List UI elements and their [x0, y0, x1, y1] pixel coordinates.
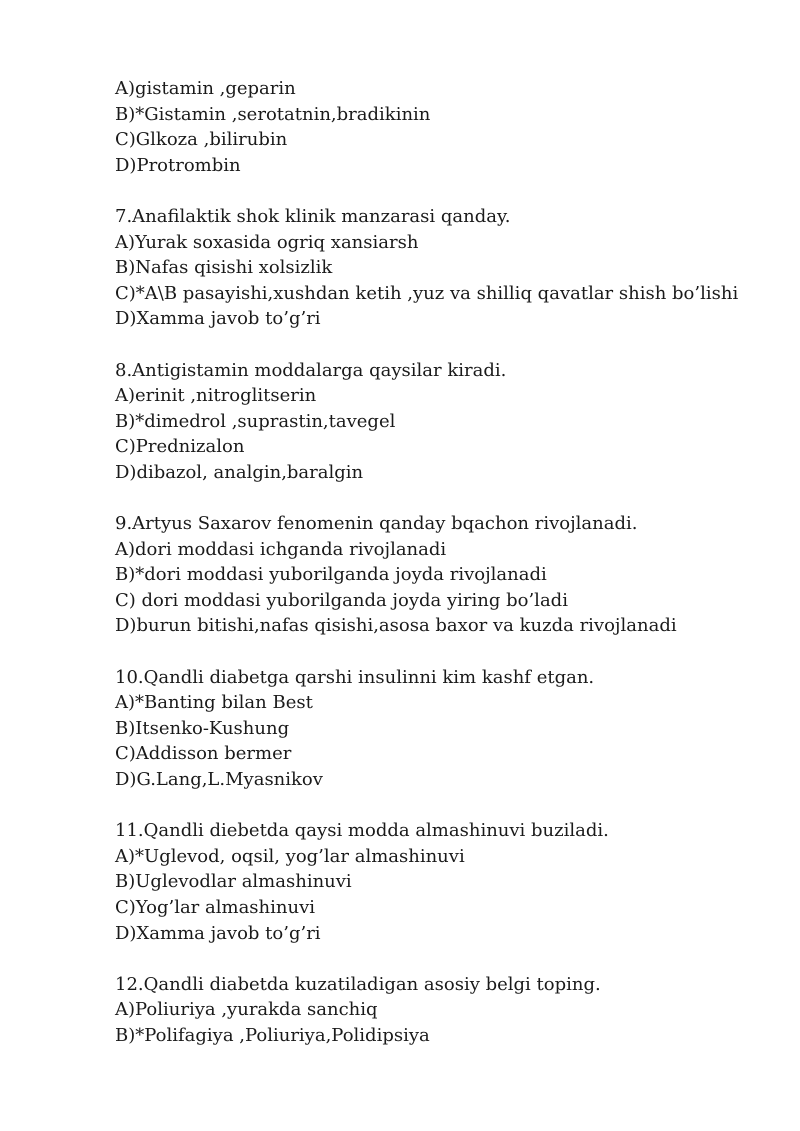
option-a: A)gistamin ,geparin [115, 78, 296, 99]
option-d: D)G.Lang,L.Myasnikov [115, 769, 323, 791]
question-block-6-tail [115, 76, 775, 178]
option-d: D)dibazol, analgin,baralgin [115, 461, 364, 483]
option-a: A)*Banting bilan Best [115, 692, 313, 714]
option-c: C) dori moddasi yuborilganda joyda yiring bo’ladi [115, 589, 568, 611]
option-b: B)*dori moddasi yuborilganda joyda rivojlanadi [115, 564, 547, 586]
question-text: 12.Qandli diabetda kuzatiladigan asosiy belgi toping. [115, 973, 601, 995]
question-text: 7.Anafilaktik shok klinik manzarasi qanday. [115, 205, 511, 227]
option-d: D)Xamma javob to’g’ri [115, 922, 321, 944]
option-c: C)Glkoza ,bilirubin [115, 129, 288, 151]
question-block-8 [115, 358, 775, 486]
option-a: A)Yurak soxasida ogriq xansiarsh [115, 231, 419, 253]
question-block-10 [115, 665, 775, 793]
option-c: C)Addisson bermer [115, 743, 292, 765]
option-b: B)Itsenko-Kushung [115, 717, 290, 739]
question-block-11 [115, 818, 775, 946]
question-text: 11.Qandli diebetda qaysi modda almashinuvi buziladi. [115, 820, 609, 842]
option-b: B)*Polifagiya ,Poliuriya,Polidipsiya [115, 1024, 430, 1046]
option-c: C)*A\B pasayishi,xushdan ketih ,yuz va shilliq qavatlar shish bo’lishi [115, 282, 739, 304]
question-text: 8.Antigistamin moddalarga qaysilar kiradi. [115, 359, 507, 381]
question-block-9 [115, 511, 775, 639]
option-a: A)*Uglevod, oqsil, yog’lar almashinuvi [115, 845, 465, 867]
option-a: A)erinit ,nitroglitserin [115, 385, 317, 407]
option-d: D)Protrombin [115, 154, 241, 176]
option-b: B)*dimedrol ,suprastin,tavegel [115, 410, 396, 432]
option-c: C)Prednizalon [115, 436, 245, 458]
question-text: 10.Qandli diabetga qarshi insulinni kim kashf etgan. [115, 666, 595, 688]
option-d: D)burun bitishi,nafas qisishi,asosa baxor va kuzda rivojlanadi [115, 615, 677, 637]
question-block-12 [115, 972, 775, 1049]
option-a: A)Poliuriya ,yurakda sanchiq [115, 999, 378, 1021]
option-d: D)Xamma javob to’g’ri [115, 308, 321, 330]
document-page [115, 76, 775, 1074]
option-b: B)Nafas qisishi xolsizlik [115, 257, 333, 279]
option-a: A)dori moddasi ichganda rivojlanadi [115, 538, 447, 560]
question-block-7 [115, 204, 775, 332]
option-c: C)Yog’lar almashinuvi [115, 897, 315, 918]
option-b: B)Uglevodlar almashinuvi [115, 871, 352, 893]
question-text: 9.Artyus Saxarov fenomenin qanday bqachon rivojlanadi. [115, 513, 638, 535]
option-b: B)*Gistamin ,serotatnin,bradikinin [115, 103, 431, 125]
